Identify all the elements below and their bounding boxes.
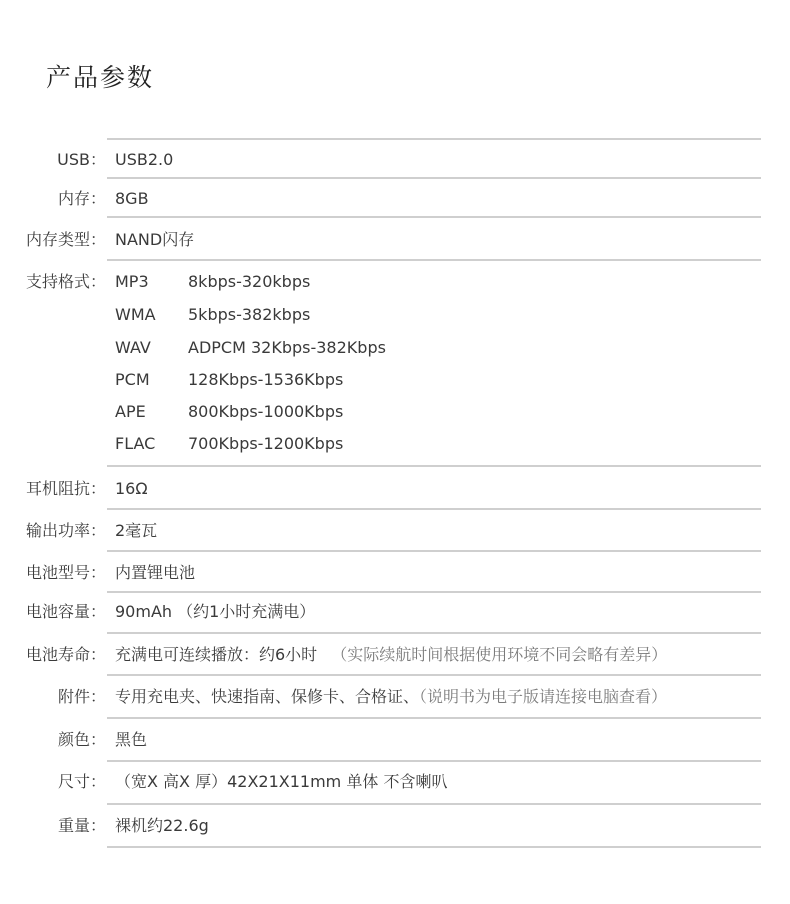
spec-note: （说明书为电子版请连接电脑查看） [419,687,668,706]
divider [107,259,761,261]
spec-value: 2毫瓦 [115,521,158,540]
divider [107,216,761,218]
format-name: WAV [115,338,151,357]
spec-label: 内存： [57,189,106,208]
divider [107,717,761,719]
spec-value: NAND闪存 [115,230,195,249]
divider [107,674,761,676]
format-name: WMA [115,305,156,324]
divider [107,508,761,510]
spec-label: 电池型号： [25,563,106,582]
format-rate: 128Kbps-1536Kbps [188,370,344,389]
divider [107,803,761,805]
format-rate: 700Kbps-1200Kbps [188,434,344,453]
spec-value: 专用充电夹、快速指南、保修卡、合格证、 [115,687,420,706]
spec-label: 重量： [57,816,106,835]
format-name: APE [115,402,146,421]
spec-label: 内存类型： [25,230,106,249]
spec-label: 附件： [57,687,106,706]
divider [107,760,761,762]
format-rate: ADPCM 32Kbps-382Kbps [188,338,386,357]
format-rate: 800Kbps-1000Kbps [188,402,344,421]
spec-value: USB2.0 [115,150,174,169]
format-rate: 8kbps-320kbps [188,272,311,291]
spec-label: 颜色： [57,730,106,749]
divider [107,177,761,179]
spec-label: USB： [57,150,106,169]
spec-label: 尺寸： [57,772,106,791]
divider [107,591,761,593]
spec-value: 黑色 [115,730,148,749]
format-name: MP3 [115,272,149,291]
spec-label: 支持格式： [25,272,106,291]
spec-value: 16Ω [115,479,148,498]
spec-value: 90mAh （约1小时充满电） [115,602,316,621]
format-rate: 5kbps-382kbps [188,305,311,324]
spec-label: 输出功率： [25,521,106,540]
divider [107,846,761,848]
spec-label: 电池容量： [25,602,106,621]
spec-value-group [115,645,667,665]
spec-value: 8GB [115,189,149,208]
spec-value: 内置锂电池 [115,563,196,582]
spec-value: （宽X 高X 厚）42X21X11mm 单体 不含喇叭 [115,772,448,791]
spec-note: （实际续航时间根据使用环境不同会略有差异） [331,645,668,664]
spec-label: 耳机阻抗： [25,479,106,498]
format-name: PCM [115,370,150,389]
spec-value: 充满电可连续播放：约6小时 [115,645,318,664]
page-title: 产品参数 [46,63,155,92]
spec-label: 电池寿命： [25,645,106,664]
format-name: FLAC [115,434,156,453]
spec-value: 裸机约22.6g [115,816,209,835]
divider [107,632,761,634]
divider [107,550,761,552]
divider [107,138,761,140]
divider [107,465,761,467]
spec-value-group [115,687,667,707]
